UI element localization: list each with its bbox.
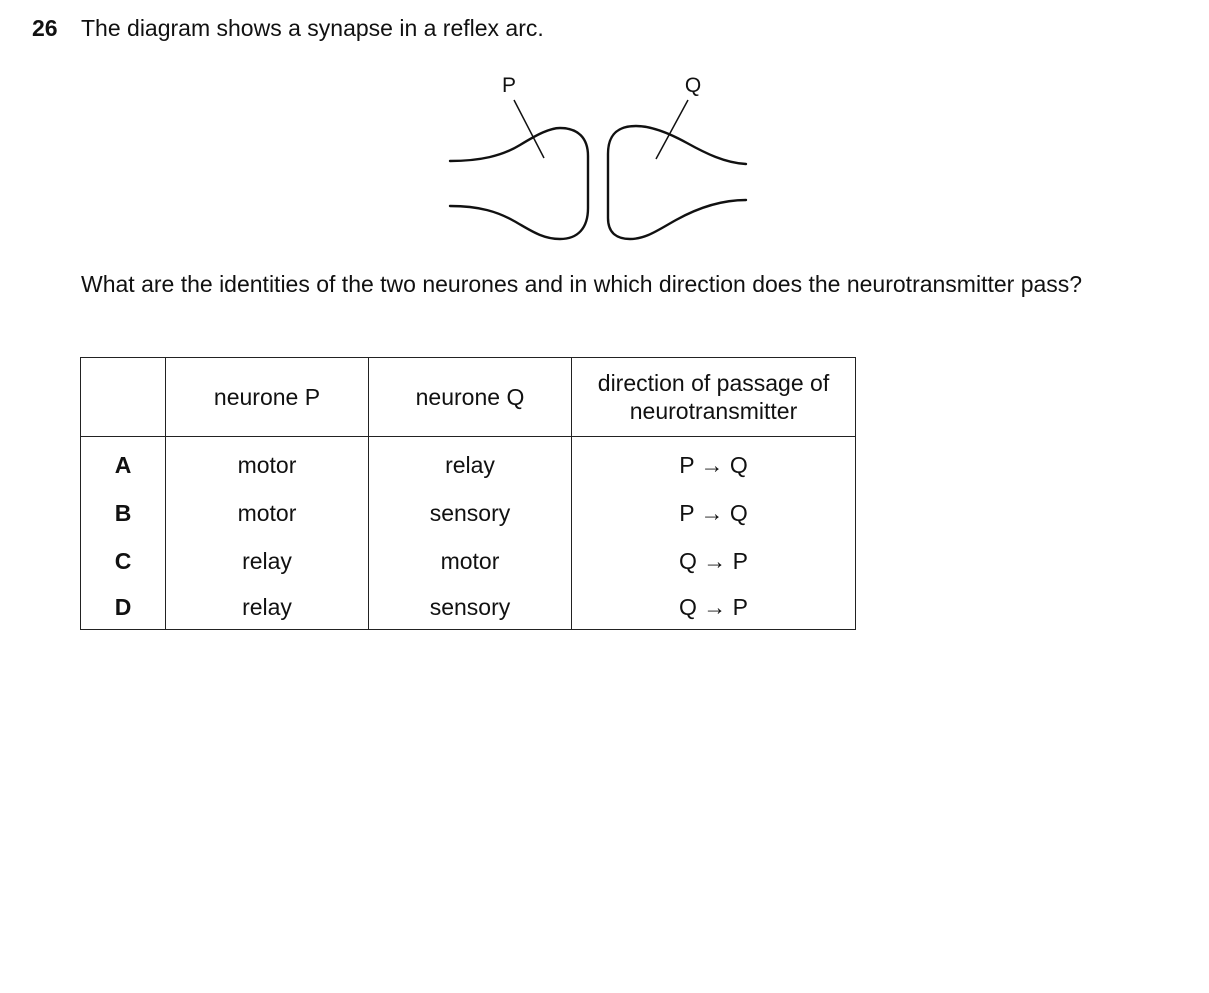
neurone-p-cell: motor xyxy=(166,437,369,490)
header-neurone-p: neurone P xyxy=(166,358,369,437)
header-direction: direction of passage of neurotransmitter xyxy=(572,358,856,437)
direction-cell: Q → P xyxy=(572,585,856,630)
option-letter: B xyxy=(81,489,166,537)
neurone-p-cell: motor xyxy=(166,489,369,537)
neurone-p-cell: relay xyxy=(166,585,369,630)
header-option xyxy=(81,358,166,437)
direction-cell: Q → P xyxy=(572,537,856,585)
neurone-q-cell: motor xyxy=(369,537,572,585)
question-prompt: What are the identities of the two neurones and in which direction does the neurotransmitter pass? xyxy=(81,271,1083,297)
question-number: 26 xyxy=(32,15,58,41)
header-row xyxy=(81,358,856,437)
neurone-q-cell: sensory xyxy=(369,585,572,630)
option-letter: D xyxy=(81,585,166,630)
question-stem: The diagram shows a synapse in a reflex arc. xyxy=(81,15,544,41)
synapse-diagram xyxy=(440,68,760,248)
answer-table xyxy=(80,357,856,630)
neurone-p-cell: relay xyxy=(166,537,369,585)
label-p: P xyxy=(501,74,517,97)
neurone-q-cell: relay xyxy=(369,437,572,490)
direction-cell: P → Q xyxy=(572,437,856,490)
label-q: Q xyxy=(684,74,702,97)
presynaptic-neurone-outline xyxy=(450,128,588,239)
table-row xyxy=(81,489,856,537)
option-letter: A xyxy=(81,437,166,490)
neurone-q-cell: sensory xyxy=(369,489,572,537)
header-neurone-q: neurone Q xyxy=(369,358,572,437)
postsynaptic-neurone-outline xyxy=(608,126,746,239)
table-row xyxy=(81,585,856,630)
pointer-line-p xyxy=(514,100,544,158)
direction-cell: P → Q xyxy=(572,489,856,537)
pointer-line-q xyxy=(656,100,688,159)
option-letter: C xyxy=(81,537,166,585)
table-row xyxy=(81,437,856,490)
table-row xyxy=(81,537,856,585)
